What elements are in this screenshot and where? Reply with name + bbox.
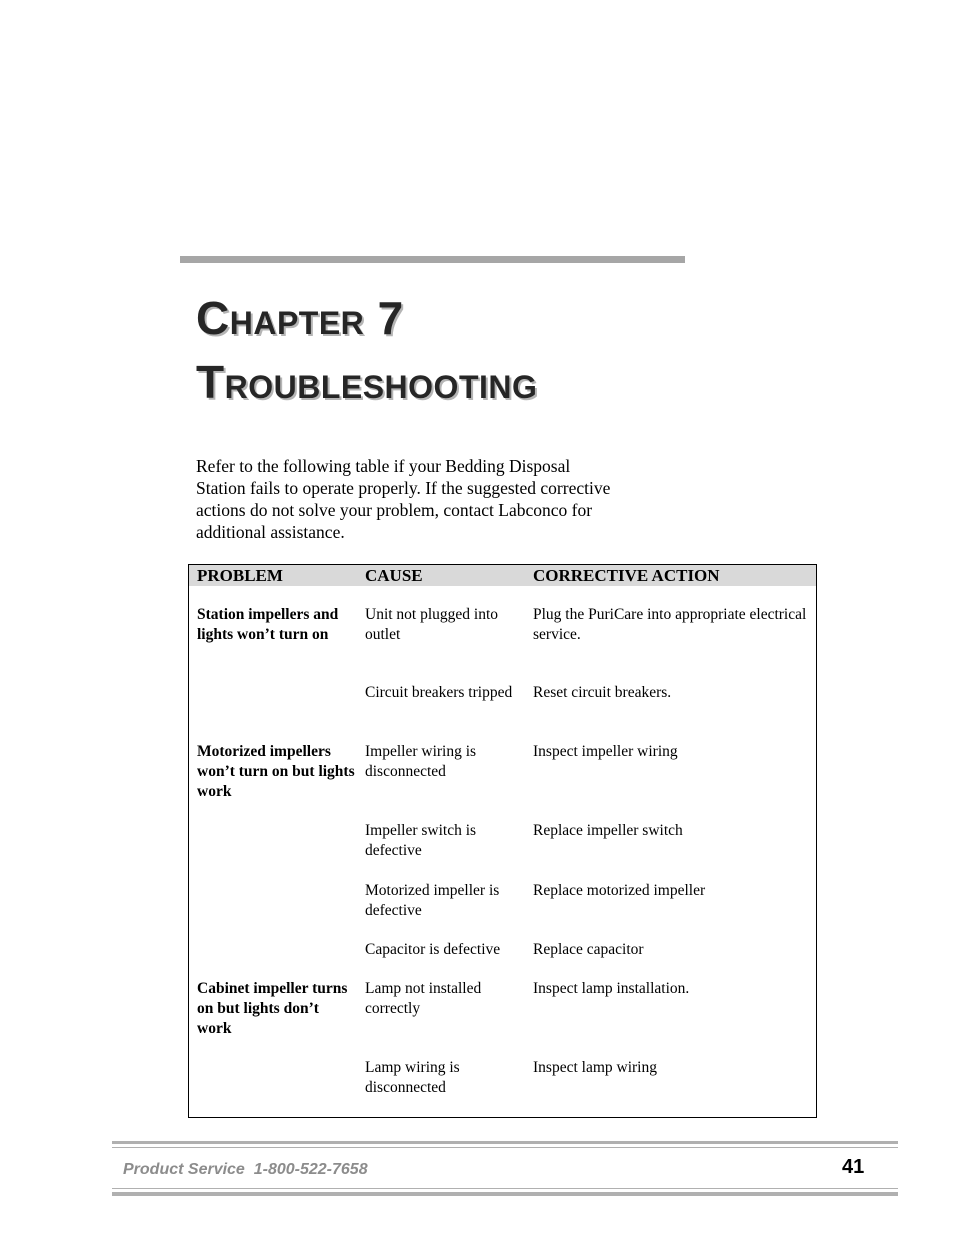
table-cell-problem: Cabinet impeller turns on but lights don’t work — [197, 980, 348, 1037]
chapter-number: Chapter 7 — [196, 292, 404, 344]
table-cell-action: Replace impeller switch — [533, 822, 683, 839]
table-cell-cause: Capacitor is defective — [365, 941, 501, 958]
table-cell-cause: Unit not plugged into outlet — [365, 606, 499, 643]
table-cell-action: Replace capacitor — [533, 941, 644, 958]
header-corrective-action: CORRECTIVE ACTION — [533, 566, 720, 585]
troubleshooting-table — [188, 564, 817, 1118]
intro-paragraph: Refer to the following table if your Bedding Disposal Station fails to operate properly. If the suggested corrective actions do not solve your problem, contact Labconco for additional assistance. — [196, 456, 611, 542]
table-cell-action: Plug the PuriCare into appropriate electrical service. — [533, 606, 807, 643]
footer-top-rule — [112, 1141, 898, 1144]
footer-bottom-rule — [112, 1192, 898, 1196]
table-cell-cause: Lamp wiring is disconnected — [365, 1059, 460, 1096]
chapter-top-rule — [180, 256, 685, 263]
table-cell-problem: Motorized impellers won’t turn on but lights work — [197, 743, 355, 800]
chapter-name: Troubleshooting — [196, 356, 538, 408]
table-cell-cause: Impeller wiring is disconnected — [365, 743, 477, 780]
table-cell-action: Inspect lamp wiring — [533, 1059, 657, 1076]
footer-top-rule-thin — [112, 1147, 898, 1148]
table-cell-cause: Circuit breakers tripped — [365, 684, 513, 701]
table-cell-cause: Impeller switch is defective — [365, 822, 477, 859]
table-cell-action: Replace motorized impeller — [533, 882, 706, 899]
table-header-row — [189, 565, 816, 586]
header-problem: PROBLEM — [197, 566, 283, 585]
header-cause: CAUSE — [365, 566, 423, 585]
page-number: 41 — [842, 1156, 865, 1178]
chapter-title — [196, 286, 537, 414]
table-cell-action: Reset circuit breakers. — [533, 684, 672, 701]
table-cell-action: Inspect lamp installation. — [533, 980, 690, 997]
footer-bottom-rule-thin — [112, 1188, 898, 1189]
product-service-label: Product Service 1-800-522-7658 — [123, 1161, 368, 1178]
table-cell-problem: Station impellers and lights won’t turn on — [197, 606, 339, 643]
table-cell-cause: Lamp not installed correctly — [365, 980, 482, 1017]
table-cell-action: Inspect impeller wiring — [533, 743, 678, 760]
table-cell-cause: Motorized impeller is defective — [365, 882, 500, 919]
